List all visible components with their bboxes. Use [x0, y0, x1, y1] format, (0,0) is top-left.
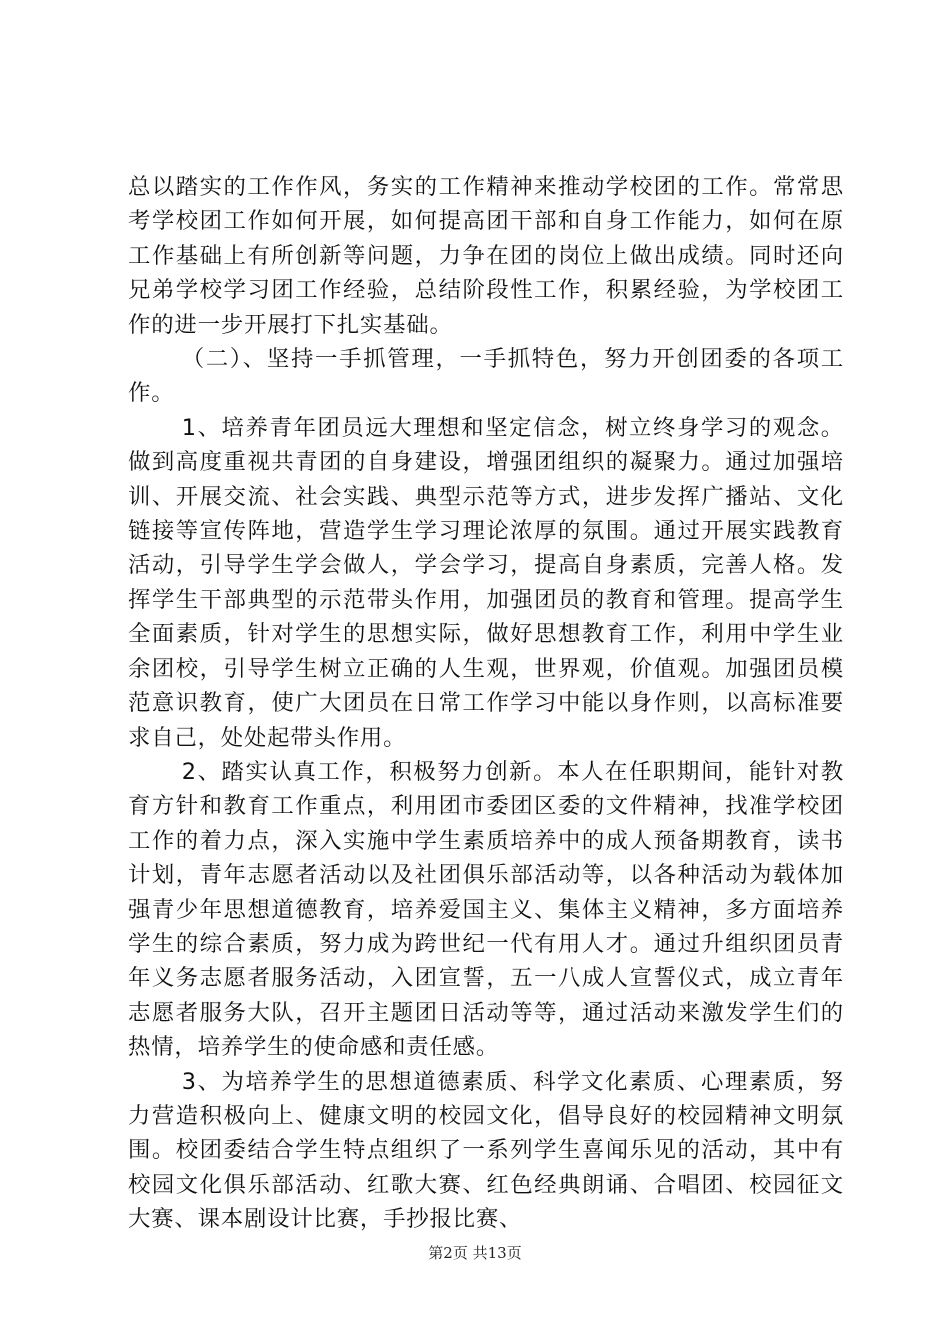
paragraph-item-3: 3、为培养学生的思想道德素质、科学文化素质、心理素质，努力营造积极向上、健康文明的校园文化，倡导良好的校园精神文明氛围。校团委结合学生特点组织了一系列学生喜闻乐见的活动，其中有校园文化俱乐部活动、红歌大赛、红色经典朗诵、合唱团、校园征文大赛、课本剧设计比赛，手抄报比赛、: [128, 1068, 844, 1233]
section-heading-two: （二）、坚持一手抓管理，一手抓特色，努力开创团委的各项工作。: [128, 346, 844, 407]
paragraph-continuation: 总以踏实的工作作风，务实的工作精神来推动学校团的工作。常常思考学校团工作如何开展，如何提高团干部和自身工作能力，如何在原工作基础上有所创新等问题，力争在团的岗位上做出成绩。同时还向兄弟学校学习团工作经验，总结阶段性工作，积累经验，为学校团工作的进一步开展打下扎实基础。: [128, 174, 844, 338]
paragraph-item-2: 2、踏实认真工作，积极努力创新。本人在任职期间，能针对教育方针和教育工作重点，利用团市委团区委的文件精神，找准学校团工作的着力点，深入实施中学生素质培养中的成人预备期教育，读书计划，青年志愿者活动以及社团俱乐部活动等，以各种活动为载体加强青少年思想道德教育，培养爱国主义、集体主义精神，多方面培养学生的综合素质，努力成为跨世纪一代有用人才。通过升组织团员青年义务志愿者服务活动，入团宣誓，五一八成人宣誓仪式，成立青年志愿者服务大队，召开主题团日活动等等，通过活动来激发学生们的热情，培养学生的使命感和责任感。: [128, 758, 844, 1061]
document-body: [128, 170, 844, 1237]
paragraph-item-1: 1、培养青年团员远大理想和坚定信念，树立终身学习的观念。做到高度重视共青团的自身建设，增强团组织的凝聚力。通过加强培训、开展交流、社会实践、典型示范等方式，进步发挥广播站、文化链接等宣传阵地，营造学生学习理论浓厚的氛围。通过开展实践教育活动，引导学生学会做人，学会学习，提高自身素质，完善人格。发挥学生干部典型的示范带头作用，加强团员的教育和管理。提高学生全面素质，针对学生的思想实际，做好思想教育工作，利用中学生业余团校，引导学生树立正确的人生观，世界观，价值观。加强团员模范意识教育，使广大团员在日常工作学习中能以身作则，以高标准要求自己，处处起带头作用。: [128, 414, 844, 751]
page-number-footer: 第2页 共13页: [428, 1244, 522, 1262]
